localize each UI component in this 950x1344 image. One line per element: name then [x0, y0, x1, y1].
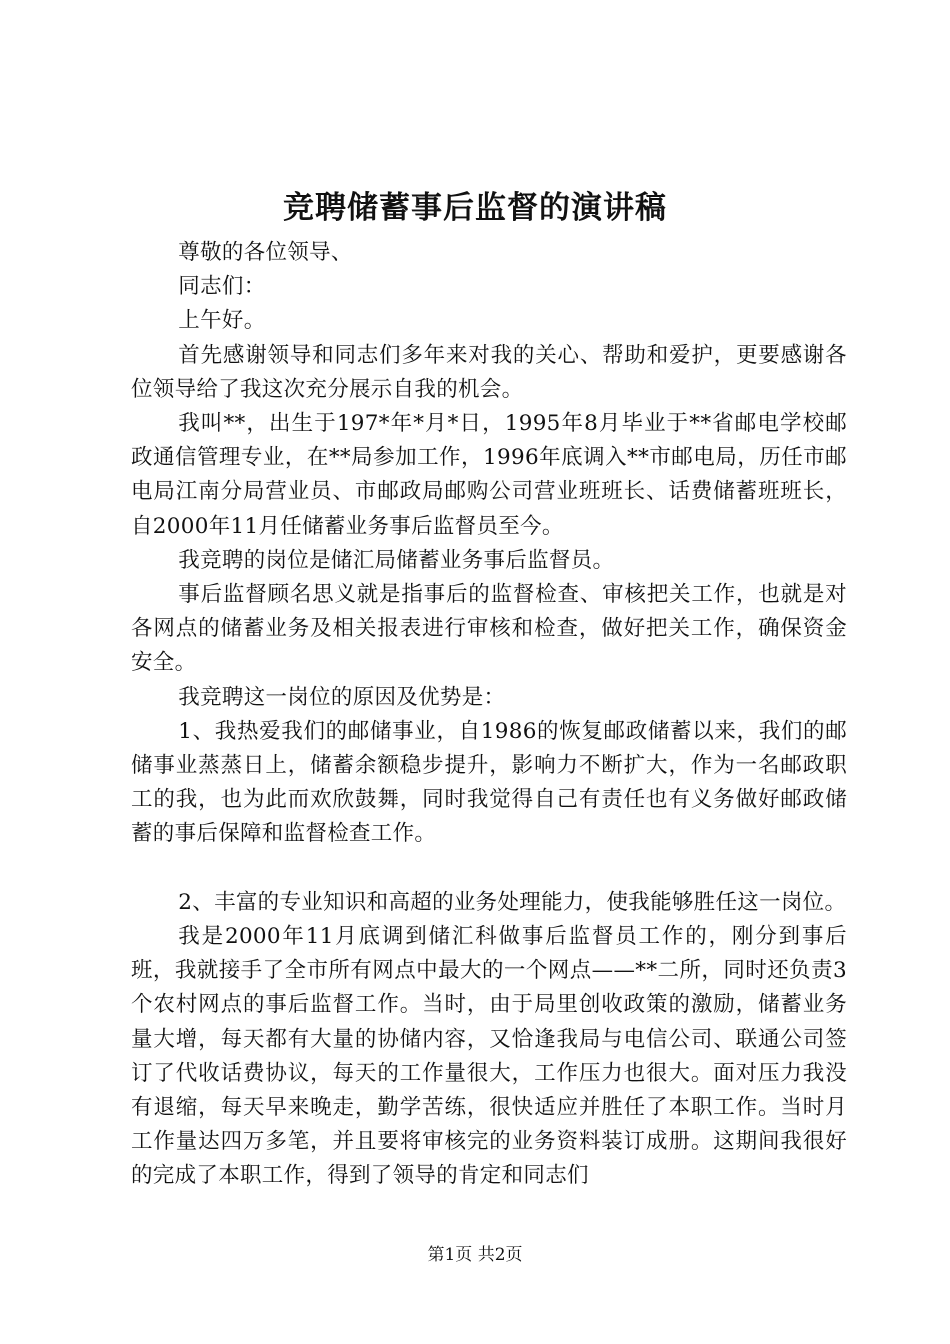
greeting-line: 同志们：	[178, 274, 266, 300]
greeting-line: 上午好。	[178, 308, 266, 334]
body-paragraph: 首先感谢领导和同志们多年来对我的关心、帮助和爱护，更要感谢各位领导给了我这次充分展示自我的机会。	[131, 342, 847, 402]
body-paragraph: 2、丰富的专业知识和高超的业务处理能力，使我能够胜任这一岗位。	[178, 889, 847, 915]
document-body	[131, 236, 847, 1194]
page-number-footer: 第1页 共2页	[427, 1245, 523, 1265]
body-paragraph: 我叫**，出生于197*年*月*日，1995年8月毕业于**省邮电学校邮政通信管理专业，在**局参加工作，1996年底调入**市邮电局，历任市邮电局江南分局营业员、市邮政局邮购公司营业班班长、话费储蓄班班长，自2000年11月任储蓄业务事后监督员至今。	[131, 411, 847, 539]
document-title: 竞聘储蓄事后监督的演讲稿	[283, 190, 667, 226]
body-paragraph: 我竞聘这一岗位的原因及优势是：	[178, 684, 506, 710]
body-paragraph: 1、我热爱我们的邮储事业，自1986的恢复邮政储蓄以来，我们的邮储事业蒸蒸日上，储蓄余额稳步提升，影响力不断扩大，作为一名邮政职工的我，也为此而欢欣鼓舞，同时我觉得自己有责任也有义务做好邮政储蓄的事后保障和监督检查工作。	[131, 718, 847, 847]
body-paragraph: 事后监督顾名思义就是指事后的监督检查、审核把关工作，也就是对各网点的储蓄业务及相关报表进行审核和检查，做好把关工作，确保资金安全。	[131, 582, 847, 676]
body-paragraph: 我是2000年11月底调到储汇科做事后监督员工作的，刚分到事后班，我就接手了全市所有网点中最大的一个网点——**二所，同时还负责3个农村网点的事后监督工作。当时，由于局里创收政策的激励，储蓄业务量大增，每天都有大量的协储内容，又恰逢我局与电信公司、联通公司签订了代收话费协议，每天的工作量很大，工作压力也很大。面对压力我没有退缩，每天早来晚走，勤学苦练，很快适应并胜任了本职工作。当时月工作量达四万多笔，并且要将审核完的业务资料装订成册。这期间我很好的完成了本职工作，得到了领导的肯定和同志们	[131, 924, 847, 1189]
body-paragraph: 我竞聘的岗位是储汇局储蓄业务事后监督员。	[178, 547, 615, 573]
greeting-line: 尊敬的各位领导、	[178, 240, 353, 265]
